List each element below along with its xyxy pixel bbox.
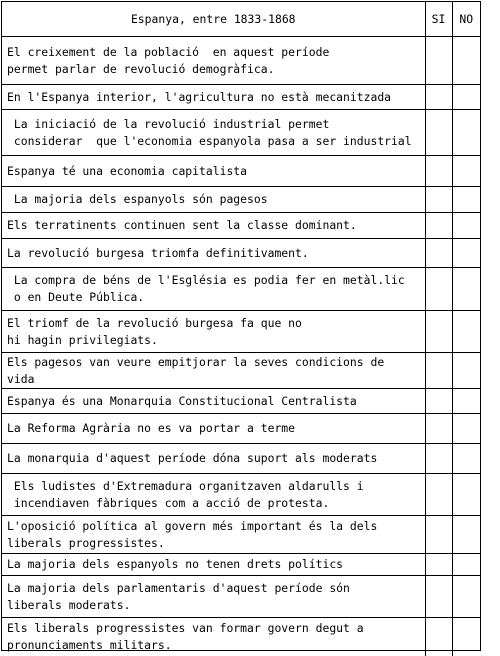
statement-text: La iniciació de la revolució industrial permet considerar que l'economia espanyola pasa a ser industrial — [2, 110, 425, 156]
answer-si-cell[interactable] — [425, 156, 452, 187]
statement-text: Els pagesos van veure empitjorar la seves condicions de vida — [2, 353, 425, 389]
answer-no-cell[interactable] — [452, 414, 480, 444]
answer-no-cell[interactable] — [452, 110, 480, 156]
answer-no-cell[interactable] — [452, 268, 480, 311]
answer-si-cell[interactable] — [425, 414, 452, 444]
answer-no-cell[interactable] — [452, 576, 480, 618]
answer-no-cell[interactable] — [452, 516, 480, 554]
column-si-header: SI — [425, 2, 452, 37]
statement-row — [2, 187, 480, 213]
header-row — [2, 2, 480, 37]
answer-no-cell[interactable] — [452, 554, 480, 576]
answer-no-cell[interactable] — [452, 444, 480, 474]
answer-si-cell[interactable] — [425, 311, 452, 353]
answer-no-cell[interactable] — [452, 37, 480, 85]
statement-text: La majoria dels espanyols no tenen drets polítics — [2, 554, 425, 576]
answer-si-cell[interactable] — [425, 187, 452, 213]
statement-text: El creixement de la població en aquest període permet parlar de revolució demogràfica. — [2, 37, 425, 85]
answer-no-cell[interactable] — [452, 187, 480, 213]
answer-no-cell[interactable] — [452, 156, 480, 187]
answer-si-cell[interactable] — [425, 516, 452, 554]
statement-text: Espanya té una economia capitalista — [2, 156, 425, 187]
worksheet — [1, 1, 481, 651]
statement-text: La Reforma Agrària no es va portar a terme — [2, 414, 425, 444]
answer-no-cell[interactable] — [452, 353, 480, 389]
true-false-table — [2, 2, 480, 656]
answer-no-cell[interactable] — [452, 239, 480, 268]
statement-row — [2, 576, 480, 618]
answer-no-cell[interactable] — [452, 389, 480, 414]
statement-row — [2, 85, 480, 110]
statement-row — [2, 516, 480, 554]
table-title: Espanya, entre 1833-1868 — [2, 2, 425, 37]
answer-no-cell[interactable] — [452, 474, 480, 516]
statement-text: La majoria dels parlamentaris d'aquest període són liberals moderats. — [2, 576, 425, 618]
answer-si-cell[interactable] — [425, 213, 452, 239]
statement-text: Els ludistes d'Extremadura organitzaven aldarulls i incendiaven fàbriques com a acció de protesta. — [2, 474, 425, 516]
statement-row — [2, 156, 480, 187]
statement-text: L'oposició política al govern més important és la dels liberals progressistes. — [2, 516, 425, 554]
answer-si-cell[interactable] — [425, 85, 452, 110]
answer-si-cell[interactable] — [425, 554, 452, 576]
statement-row — [2, 554, 480, 576]
statement-text: Espanya és una Monarquia Constitucional Centralista — [2, 389, 425, 414]
statement-row — [2, 444, 480, 474]
answer-si-cell[interactable] — [425, 37, 452, 85]
answer-si-cell[interactable] — [425, 110, 452, 156]
statement-row — [2, 239, 480, 268]
answer-si-cell[interactable] — [425, 389, 452, 414]
statement-text: Els terratinents continuen sent la classe dominant. — [2, 213, 425, 239]
statement-text: La monarquia d'aquest període dóna suport als moderats — [2, 444, 425, 474]
statement-text: La revolució burgesa triomfa definitivament. — [2, 239, 425, 268]
column-no-header: NO — [452, 2, 480, 37]
answer-no-cell[interactable] — [452, 618, 480, 656]
answer-si-cell[interactable] — [425, 268, 452, 311]
statement-row — [2, 268, 480, 311]
answer-si-cell[interactable] — [425, 618, 452, 656]
answer-no-cell[interactable] — [452, 311, 480, 353]
statement-row — [2, 213, 480, 239]
answer-no-cell[interactable] — [452, 213, 480, 239]
statement-text: Els liberals progressistes van formar govern degut a pronunciaments militars. — [2, 618, 425, 656]
statement-text: En l'Espanya interior, l'agricultura no està mecanitzada — [2, 85, 425, 110]
statement-row — [2, 389, 480, 414]
answer-si-cell[interactable] — [425, 353, 452, 389]
answer-si-cell[interactable] — [425, 444, 452, 474]
statement-row — [2, 110, 480, 156]
statement-row — [2, 618, 480, 656]
statement-row — [2, 311, 480, 353]
answer-si-cell[interactable] — [425, 576, 452, 618]
statement-row — [2, 474, 480, 516]
answer-no-cell[interactable] — [452, 85, 480, 110]
statement-row — [2, 37, 480, 85]
statement-row — [2, 353, 480, 389]
answer-si-cell[interactable] — [425, 474, 452, 516]
answer-si-cell[interactable] — [425, 239, 452, 268]
statement-text: La compra de béns de l'Església es podia fer en metàl.lic o en Deute Pública. — [2, 268, 425, 311]
statement-text: La majoria dels espanyols són pagesos — [2, 187, 425, 213]
statement-row — [2, 414, 480, 444]
statement-text: El triomf de la revolució burgesa fa que no hi hagin privilegiats. — [2, 311, 425, 353]
